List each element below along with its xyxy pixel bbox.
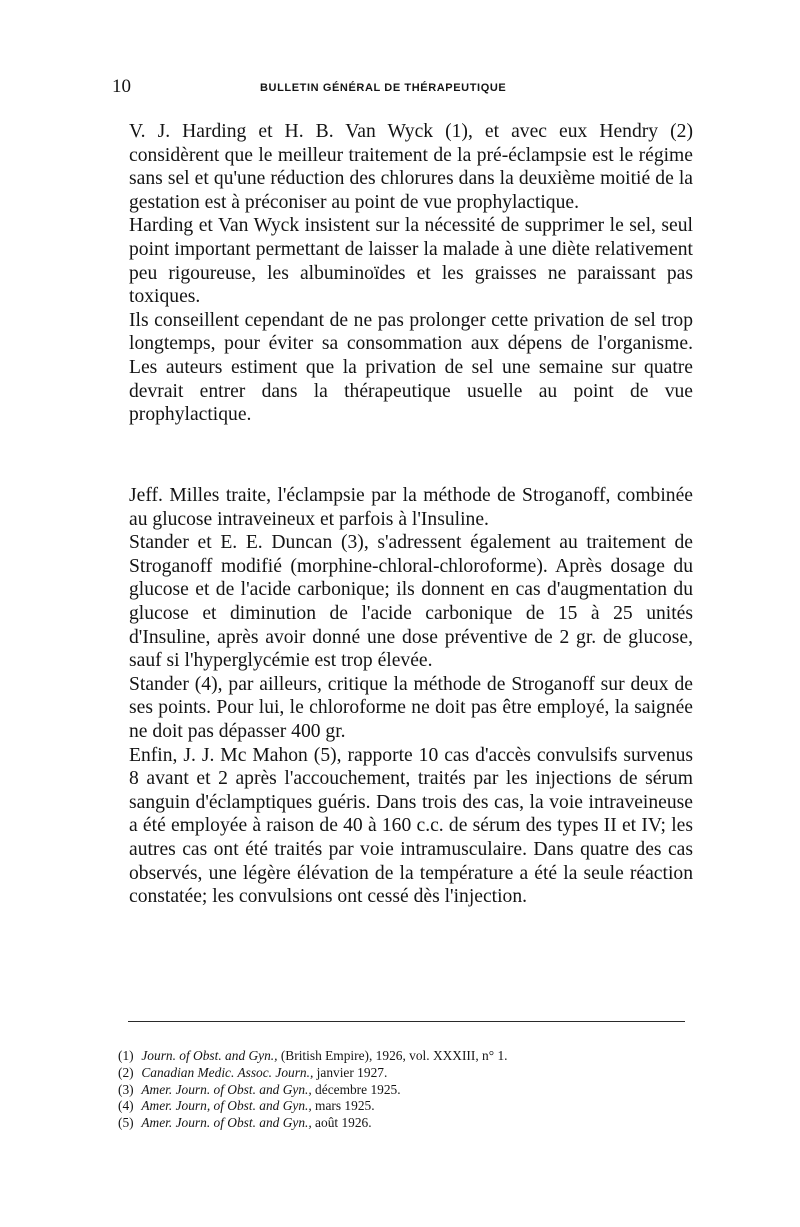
paragraph: Stander et E. E. Duncan (3), s'adressent également au traitement de Stroganoff modifié (morphine-chloral-chloroforme). Après dosage du glucose et de l'acide carbonique; ils donnent en cas d'augmentation du glucose et diminution de l'acide carbonique de 15 à 25 unités d'Insuline, après avoir donné une dose préventive de 2 gr. de glucose, sauf si l'hyperglycémie est trop élevée. (129, 532, 693, 672)
paragraph: V. J. Harding et H. B. Van Wyck (1), et avec eux Hendry (2) considèrent que le meilleur traitement de la pré-éclampsie est le régime sans sel et qu'une réduction des chlorures dans la deuxième moitié de la gestation est à préconiser au point de vue prophylactique. (129, 121, 693, 213)
footnote-divider (128, 1021, 685, 1022)
footnote (118, 1115, 678, 1132)
paragraph: Enfin, J. J. Mc Mahon (5), rapporte 10 cas d'accès convulsifs survenus 8 avant et 2 après l'accouchement, traités par les injections de sérum sanguin d'éclamptiques guéris. Dans trois des cas, la voie intraveineuse a été employée à raison de 40 à 160 c.c. de sérum des types II et IV; les autres cas ont été traités par voie intramusculaire. Dans quatre des cas observés, une légère élévation de la température a été la seule réaction constatée; les convulsions ont cessé dès l'injection. (129, 744, 693, 908)
footnote-number: (4) (118, 1098, 134, 1114)
paragraph: Harding et Van Wyck insistent sur la nécessité de supprimer le sel, seul point important permettant de laisser la malade à une diète relativement peu rigoureuse, les albuminoïdes et les graisses ne paraissant pas toxiques. (129, 215, 693, 308)
text-section-2 (129, 484, 693, 909)
footnote-details: août 1926. (311, 1115, 372, 1131)
footnote (118, 1082, 678, 1099)
paragraph: Jeff. Milles traite, l'éclampsie par la méthode de Stroganoff, combinée au glucose intraveineux et parfois à l'Insuline. (129, 485, 693, 530)
paragraph: Ils conseillent cependant de ne pas prolonger cette privation de sel trop longtemps, pour éviter sa consommation aux dépens de l'organisme. Les auteurs estiment que la privation de sel une semaine sur quatre devrait entrer dans la thérapeutique usuelle au point de vue prophylactique. (129, 309, 693, 426)
footnote-number: (3) (118, 1081, 134, 1097)
footnote-details: décembre 1925. (311, 1081, 401, 1097)
page-header (112, 76, 692, 100)
footnotes (118, 1048, 678, 1132)
paragraph: Stander (4), par ailleurs, critique la méthode de Stroganoff sur deux de ses points. Pour lui, le chloroforme ne doit pas être employé, la saignée ne doit pas dépasser 400 gr. (129, 673, 693, 742)
footnote-journal: Journ. of Obst. and Gyn., (141, 1048, 278, 1063)
footnote (118, 1048, 678, 1065)
footnote-number: (1) (118, 1048, 134, 1063)
footnote-journal: Canadian Medic. Assoc. Journ., (141, 1064, 314, 1080)
footnote-details: janvier 1927. (313, 1064, 388, 1080)
footnote-journal: Amer. Journ, of Obst. and Gyn., (141, 1098, 312, 1114)
footnote-details: mars 1925. (311, 1098, 375, 1114)
page-number: 10 (112, 76, 131, 97)
footnote-number: (2) (118, 1064, 134, 1080)
footnote (118, 1098, 678, 1115)
footnote-journal: Amer. Journ. of Obst. and Gyn., (141, 1115, 312, 1131)
footnote (118, 1065, 678, 1082)
footnote-journal: Amer. Journ. of Obst. and Gyn., (141, 1081, 312, 1097)
text-section-1 (129, 120, 693, 427)
footnote-details: (British Empire), 1926, vol. XXXIII, n° 1. (277, 1048, 508, 1063)
footnote-number: (5) (118, 1115, 134, 1131)
running-head: BULLETIN GÉNÉRAL DE THÉRAPEUTIQUE (260, 82, 507, 94)
